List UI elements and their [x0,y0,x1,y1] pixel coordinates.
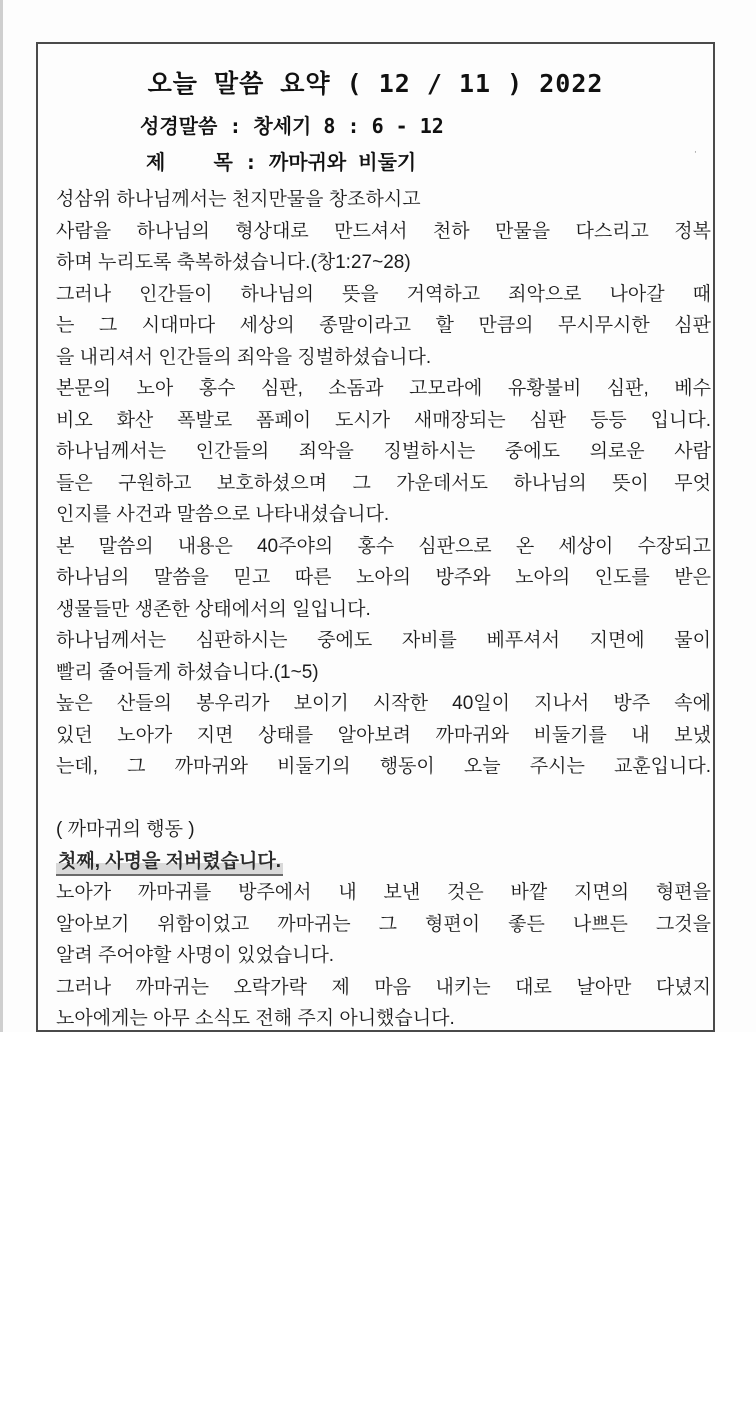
text-line: 비오 화산 폭발로 폼페이 도시가 새매장되는 심판 등등 입니다. [56,409,711,431]
text-line: 성삼위 하나님께서는 천지만물을 창조하시고 [56,189,421,210]
section-heading: ( 까마귀의 행동 ) [56,819,195,840]
text-line: 하나님께서는 인간들의 죄악을 징벌하시는 중에도 의로운 사람 [56,441,711,462]
text-line: 본문의 노아 홍수 심판, 소돔과 고모라에 유황불비 심판, 베수 [56,378,711,399]
blank-margin [0,1032,756,1401]
text-line: 는 그 시대마다 세상의 종말이라고 할 만큼의 무시무시한 심판 [56,315,711,336]
text-line: 노아가 까마귀를 방주에서 내 보낸 것은 바깥 지면의 형편을 [56,882,711,903]
text-line: 알아보기 위함이었고 까마귀는 그 형편이 좋든 나쁘든 그것을 [56,913,711,935]
scripture-reference: 성경말씀 : 창세기 8 : 6 - 12 [140,114,444,138]
text-line: 노아에게는 아무 소식도 전해 주지 아니했습니다. [56,1008,455,1029]
sermon-summary-frame [36,42,715,1032]
sermon-subject: 제 목 : 까마귀와 비둘기 [146,150,417,174]
highlighted-heading: 첫째, 사명을 저버렸습니다. [56,850,283,876]
point-heading-1 [56,846,711,878]
text-line: 본 말씀의 내용은 40주야의 홍수 심판으로 온 세상이 수장되고 [56,535,711,557]
text-line: 하나님의 말씀을 믿고 따른 노아의 방주와 노아의 인도를 받은 [56,567,711,588]
text-line: 그러나 인간들이 하나님의 뜻을 거역하고 죄악으로 나아갈 때 [56,283,711,305]
text-line: 을 내리셔서 인간들의 죄악을 징벌하셨습니다. [56,346,432,368]
text-line: 그러나 까마귀는 오락가락 제 마음 내키는 대로 날아만 다녔지 [56,976,711,998]
text-line: 있던 노아가 지면 상태를 알아보려 까마귀와 비둘기를 내 보냈 [56,724,711,746]
text-line: 빨리 줄어들게 하셨습니다.(1~5) [56,661,319,683]
page-title: 오늘 말씀 요약 ( 12 / 11 ) 2022 [147,69,604,98]
text-line: 높은 산들의 봉우리가 보이기 시작한 40일이 지나서 방주 속에 [56,693,711,714]
text-line: 들은 구원하고 보호하셨으며 그 가운데서도 하나님의 뜻이 무엇 [56,472,711,494]
text-line: 하나님께서는 심판하시는 중에도 자비를 베푸셔서 지면에 물이 [56,630,711,651]
scan-mark: · [694,148,697,158]
text-line: 사람을 하나님의 형상대로 만드셔서 천하 만물을 다스리고 정복 [56,220,711,242]
paragraph-spacer [56,783,711,815]
text-line: 하며 누리도록 축복하셨습니다.(창1:27~28) [56,252,411,273]
text-line: 생물들만 생존한 상태에서의 일입니다. [56,598,371,620]
text-line: 는데, 그 까마귀와 비둘기의 행동이 오늘 주시는 교훈입니다. [56,756,711,777]
text-line: 인지를 사건과 말씀으로 나타내셨습니다. [56,504,390,525]
text-line: 알려 주어야할 사명이 있었습니다. [56,945,335,966]
